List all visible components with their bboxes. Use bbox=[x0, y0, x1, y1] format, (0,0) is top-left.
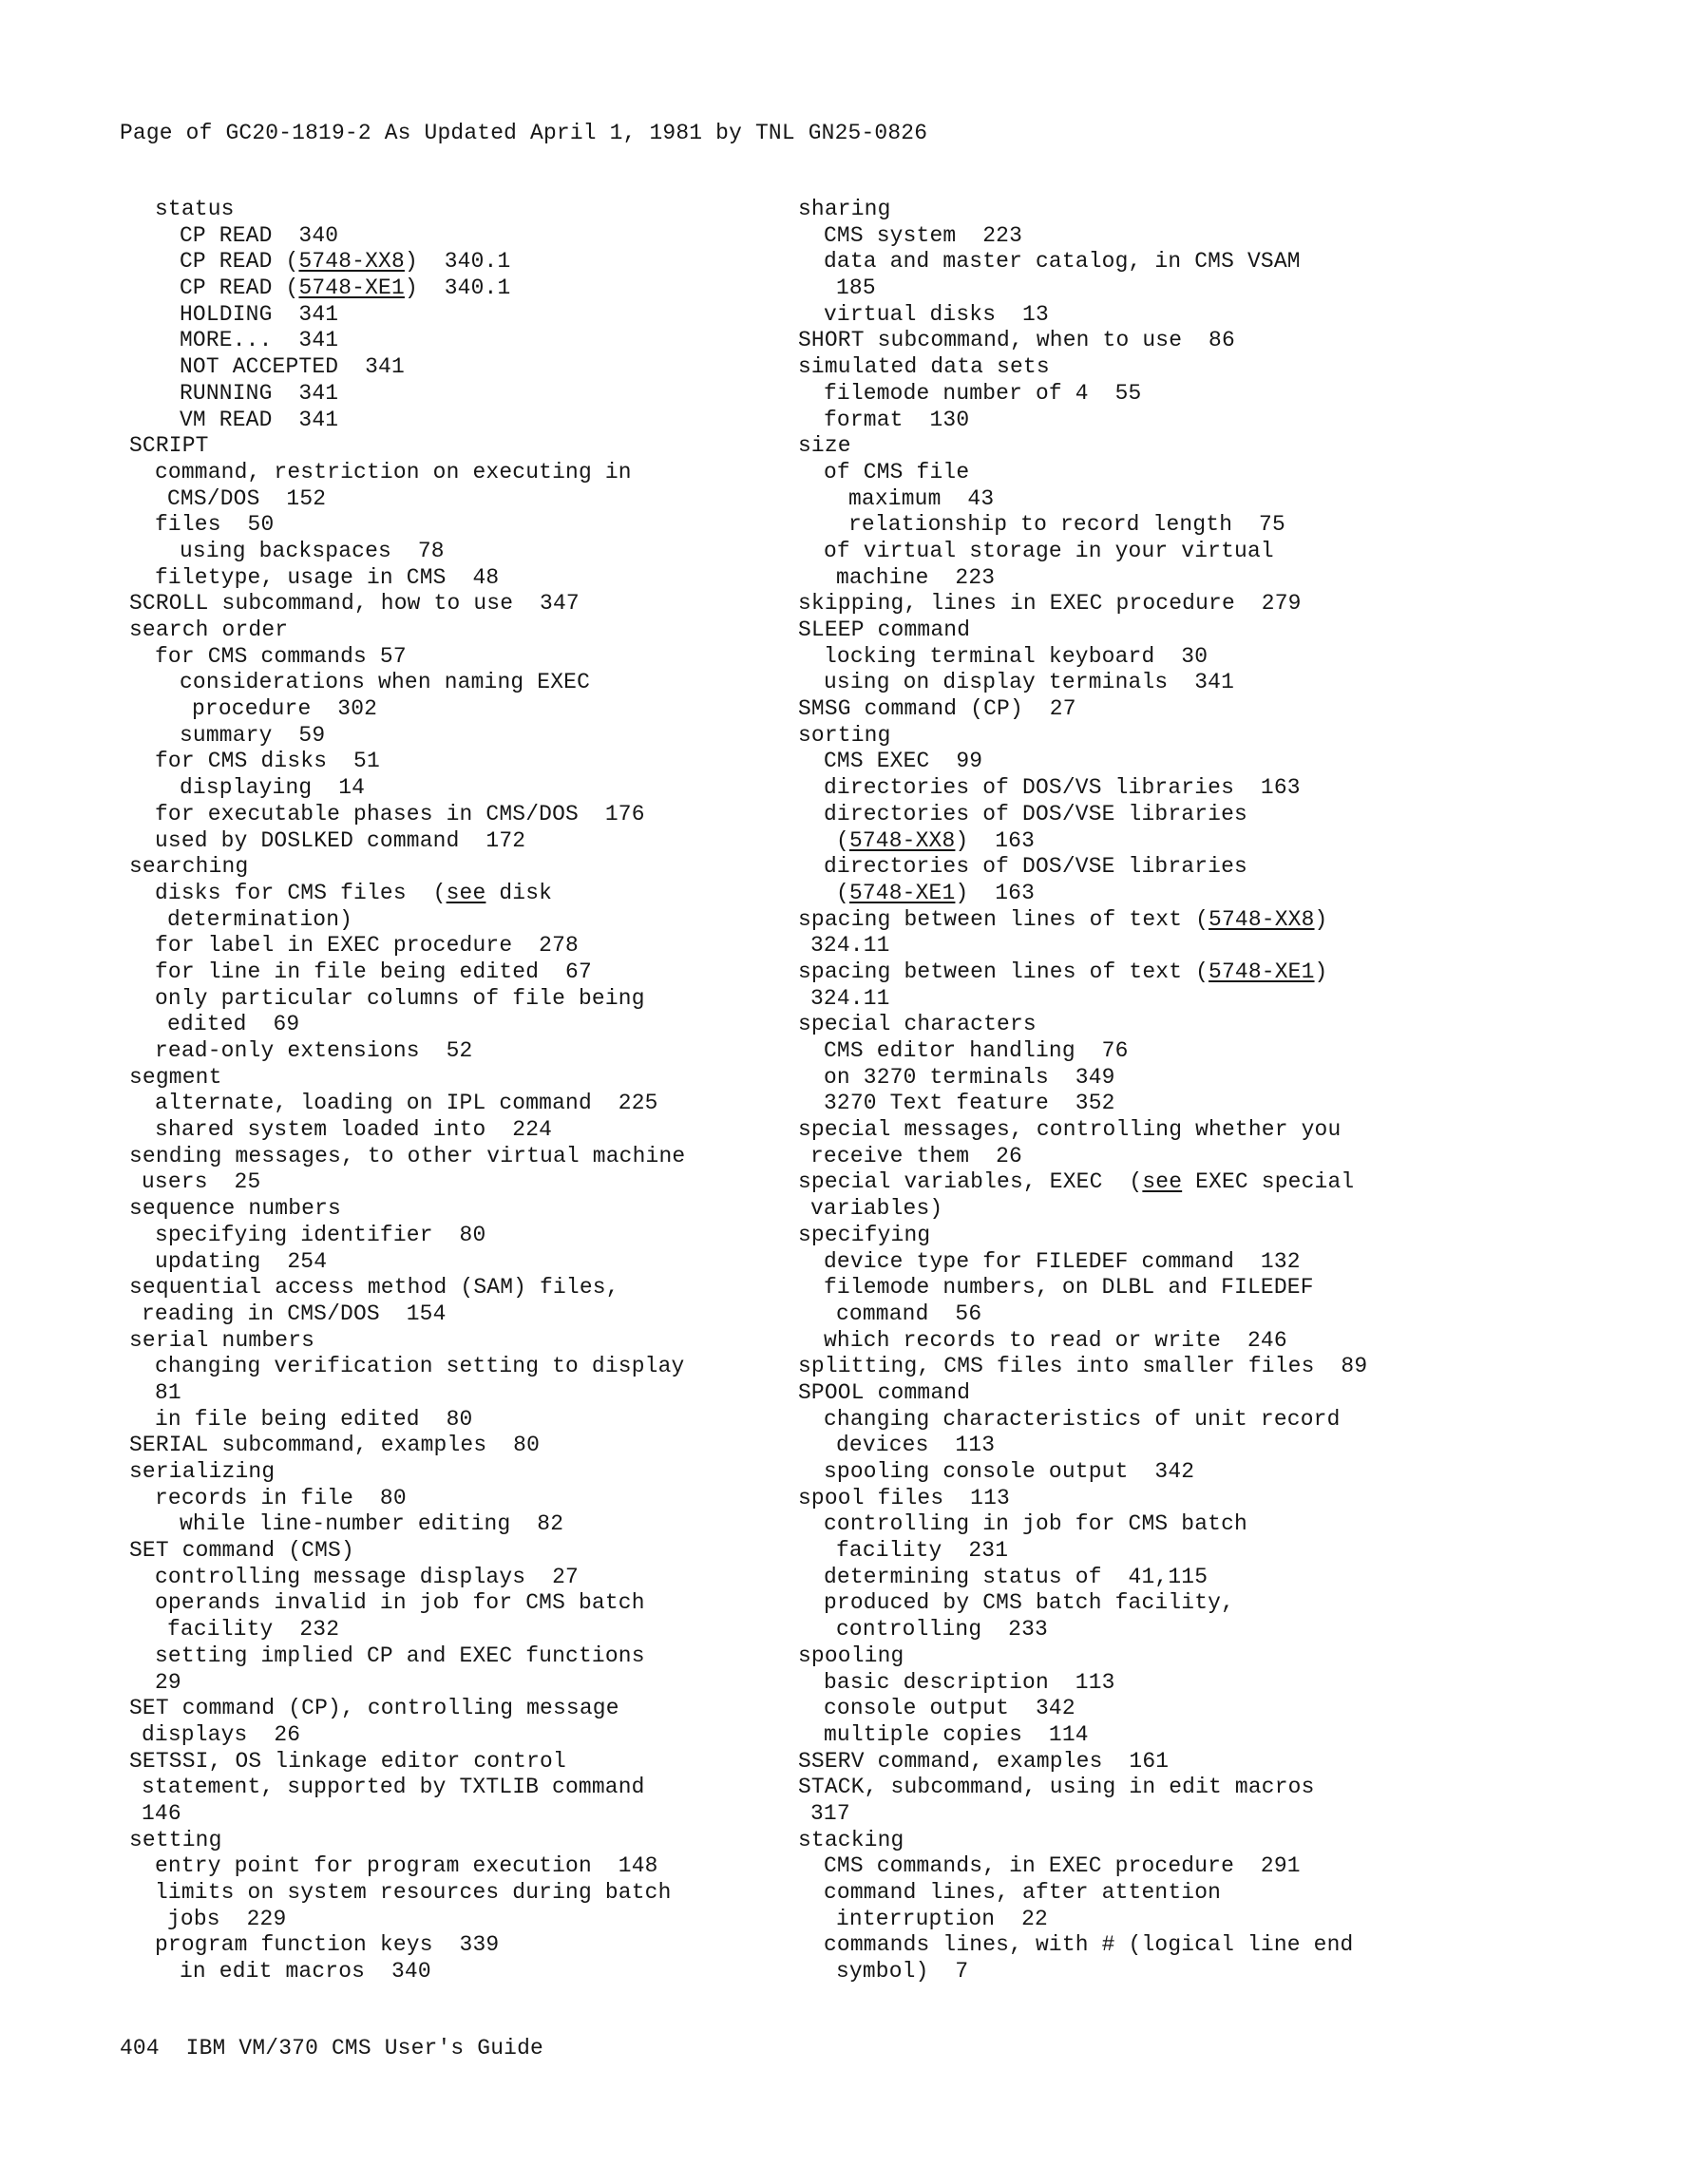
index-entry: SCRIPT bbox=[129, 433, 209, 459]
index-entry: filemode number of 4 55 bbox=[824, 380, 1142, 406]
index-entry: sending messages, to other virtual machine bbox=[129, 1143, 686, 1168]
index-entry: 324.11 bbox=[810, 933, 890, 959]
index-entry: produced by CMS batch facility, bbox=[824, 1590, 1235, 1616]
index-entry: stacking bbox=[798, 1827, 904, 1852]
index-entry: specifying identifier 80 bbox=[155, 1222, 486, 1247]
index-entry: CMS commands, in EXEC procedure 291 bbox=[824, 1853, 1301, 1879]
index-entry: controlling in job for CMS batch bbox=[824, 1511, 1247, 1537]
index-entry: using backspaces 78 bbox=[180, 538, 445, 563]
index-entry: symbol) 7 bbox=[836, 1959, 969, 1985]
index-entry: format 130 bbox=[824, 407, 970, 432]
index-entry: procedure 302 bbox=[192, 696, 378, 722]
index-entry: commands lines, with # (logical line end bbox=[824, 1932, 1354, 1958]
index-entry: used by DOSLKED command 172 bbox=[155, 827, 526, 853]
index-entry: relationship to record length 75 bbox=[848, 512, 1285, 538]
index-entry: special messages, controlling whether you bbox=[798, 1117, 1342, 1143]
index-entry: sequence numbers bbox=[129, 1196, 341, 1222]
index-entry: splitting, CMS files into smaller files 89 bbox=[798, 1354, 1368, 1379]
index-entry: CP READ (5748-XX8) 340.1 bbox=[180, 249, 511, 275]
index-entry: command 56 bbox=[836, 1301, 982, 1326]
index-entry: (5748-XE1) 163 bbox=[836, 880, 1036, 905]
index-entry: limits on system resources during batch bbox=[155, 1880, 672, 1905]
index-entry: changing characteristics of unit record bbox=[824, 1406, 1341, 1432]
index-entry: SPOOL command bbox=[798, 1379, 971, 1405]
index-entry: sorting bbox=[798, 722, 891, 748]
index-entry: which records to read or write 246 bbox=[824, 1327, 1287, 1353]
index-column-right bbox=[798, 197, 1501, 1985]
index-entry: 29 bbox=[155, 1669, 181, 1695]
index-entry: serializing bbox=[129, 1459, 276, 1484]
index-entry: directories of DOS/VSE libraries bbox=[824, 801, 1247, 826]
index-entry: receive them 26 bbox=[810, 1143, 1022, 1168]
index-entry: 3270 Text feature 352 bbox=[824, 1091, 1115, 1116]
underlined-term: see bbox=[1142, 1169, 1183, 1195]
index-entry: segment bbox=[129, 1064, 222, 1090]
index-entry: changing verification setting to display bbox=[155, 1354, 685, 1379]
index-entry: directories of DOS/VSE libraries bbox=[824, 854, 1247, 880]
index-entry: program function keys 339 bbox=[155, 1932, 500, 1958]
index-column-left bbox=[129, 197, 794, 1985]
index-entry: setting implied CP and EXEC functions bbox=[155, 1643, 645, 1668]
index-entry: console output 342 bbox=[824, 1696, 1075, 1721]
underlined-term: 5748-XE1 bbox=[1209, 959, 1315, 984]
index-entry: HOLDING 341 bbox=[180, 301, 339, 327]
index-entry: while line-number editing 82 bbox=[180, 1511, 564, 1537]
index-entry: CMS/DOS 152 bbox=[167, 485, 327, 511]
index-entry: records in file 80 bbox=[155, 1485, 407, 1510]
index-entry: machine 223 bbox=[836, 564, 996, 590]
index-entry: filemode numbers, on DLBL and FILEDEF bbox=[824, 1275, 1314, 1301]
index-entry: spool files 113 bbox=[798, 1485, 1010, 1510]
index-entry: 185 bbox=[836, 275, 876, 301]
index-entry: in edit macros 340 bbox=[180, 1959, 431, 1985]
index-entry: users 25 bbox=[142, 1169, 261, 1195]
index-entry: of virtual storage in your virtual bbox=[824, 538, 1274, 563]
index-entry: SLEEP command bbox=[798, 617, 971, 642]
index-entry: controlling message displays 27 bbox=[155, 1564, 579, 1589]
index-entry: devices 113 bbox=[836, 1433, 996, 1458]
index-entry: in file being edited 80 bbox=[155, 1406, 473, 1432]
index-entry: specifying bbox=[798, 1222, 931, 1247]
index-entry: CP READ 340 bbox=[180, 222, 339, 248]
index-entry: CMS editor handling 76 bbox=[824, 1038, 1129, 1063]
index-entry: status bbox=[155, 197, 235, 221]
index-entry: statement, supported by TXTLIB command bbox=[142, 1775, 645, 1800]
underlined-term: see bbox=[446, 880, 486, 905]
index-entry: displays 26 bbox=[142, 1721, 301, 1747]
index-entry: variables) bbox=[810, 1196, 943, 1222]
index-entry: virtual disks 13 bbox=[824, 301, 1049, 327]
underlined-term: 5748-XX8 bbox=[848, 827, 956, 853]
index-entry: sharing bbox=[798, 197, 891, 221]
underlined-term: 5748-XX8 bbox=[298, 249, 405, 275]
index-entry: serial numbers bbox=[129, 1327, 315, 1353]
index-entry: reading in CMS/DOS 154 bbox=[142, 1301, 447, 1326]
underlined-term: 5748-XX8 bbox=[1209, 906, 1315, 932]
index-entry: of CMS file bbox=[824, 459, 970, 484]
index-entry: SCROLL subcommand, how to use 347 bbox=[129, 591, 580, 617]
index-entry: directories of DOS/VS libraries 163 bbox=[824, 775, 1301, 801]
index-entry: searching bbox=[129, 854, 249, 880]
index-entry: controlling 233 bbox=[836, 1617, 1048, 1643]
index-entry: search order bbox=[129, 617, 289, 642]
index-entry: disks for CMS files (see disk bbox=[155, 880, 553, 905]
index-entry: sequential access method (SAM) files, bbox=[129, 1275, 619, 1301]
index-entry: on 3270 terminals 349 bbox=[824, 1064, 1115, 1090]
index-entry: 81 bbox=[155, 1379, 181, 1405]
index-entry: filetype, usage in CMS 48 bbox=[155, 564, 500, 590]
index-entry: interruption 22 bbox=[836, 1906, 1048, 1931]
index-entry: (5748-XX8) 163 bbox=[836, 827, 1036, 853]
index-entry: VM READ 341 bbox=[180, 407, 339, 432]
index-entry: for executable phases in CMS/DOS 176 bbox=[155, 801, 645, 826]
index-entry: for line in file being edited 67 bbox=[155, 959, 592, 984]
index-entry: shared system loaded into 224 bbox=[155, 1117, 553, 1143]
page-footer: 404 IBM VM/370 CMS User's Guide bbox=[120, 2036, 543, 2061]
index-entry: basic description 113 bbox=[824, 1669, 1115, 1695]
index-entry: command, restriction on executing in bbox=[155, 459, 632, 484]
index-entry: operands invalid in job for CMS batch bbox=[155, 1590, 645, 1616]
index-entry: considerations when naming EXEC bbox=[180, 670, 591, 695]
index-entry: files 50 bbox=[155, 512, 275, 538]
page-header: Page of GC20-1819-2 As Updated April 1, 1981 by TNL GN25-0826 bbox=[120, 121, 928, 145]
index-entry: determining status of 41,115 bbox=[824, 1564, 1209, 1589]
index-entry: updating 254 bbox=[155, 1248, 328, 1274]
underlined-term: 5748-XE1 bbox=[298, 275, 405, 301]
index-entry: device type for FILEDEF command 132 bbox=[824, 1248, 1301, 1274]
index-entry: facility 231 bbox=[836, 1538, 1009, 1564]
index-entry: facility 232 bbox=[167, 1617, 340, 1643]
index-entry: SET command (CP), controlling message bbox=[129, 1696, 619, 1721]
index-entry: locking terminal keyboard 30 bbox=[824, 643, 1209, 669]
index-entry: spooling console output 342 bbox=[824, 1459, 1195, 1484]
index-entry: summary 59 bbox=[180, 722, 326, 748]
index-entry: simulated data sets bbox=[798, 354, 1050, 380]
index-entry: for CMS disks 51 bbox=[155, 749, 380, 774]
index-entry: skipping, lines in EXEC procedure 279 bbox=[798, 591, 1302, 617]
index-entry: command lines, after attention bbox=[824, 1880, 1222, 1905]
index-entry: only particular columns of file being bbox=[155, 985, 645, 1011]
index-entry: spacing between lines of text (5748-XX8) bbox=[798, 906, 1328, 932]
underlined-term: 5748-XE1 bbox=[848, 880, 956, 905]
index-entry: MORE... 341 bbox=[180, 328, 339, 353]
index-entry: edited 69 bbox=[167, 1012, 300, 1037]
index-entry: determination) bbox=[167, 906, 353, 932]
index-entry: SERIAL subcommand, examples 80 bbox=[129, 1433, 541, 1458]
index-entry: 317 bbox=[810, 1800, 850, 1826]
index-entry: CP READ (5748-XE1) 340.1 bbox=[180, 275, 511, 301]
index-entry: spooling bbox=[798, 1643, 904, 1668]
index-entry: SETSSI, OS linkage editor control bbox=[129, 1748, 566, 1774]
index-entry: CMS EXEC 99 bbox=[824, 749, 983, 774]
index-entry: special characters bbox=[798, 1012, 1037, 1037]
index-entry: using on display terminals 341 bbox=[824, 670, 1235, 695]
index-entry: SMSG command (CP) 27 bbox=[798, 696, 1076, 722]
index-entry: maximum 43 bbox=[848, 485, 995, 511]
index-entry: read-only extensions 52 bbox=[155, 1038, 473, 1063]
index-entry: NOT ACCEPTED 341 bbox=[180, 354, 405, 380]
index-entry: SHORT subcommand, when to use 86 bbox=[798, 328, 1235, 353]
index-entry: CMS system 223 bbox=[824, 222, 1023, 248]
index-entry: SET command (CMS) bbox=[129, 1538, 354, 1564]
index-entry: data and master catalog, in CMS VSAM bbox=[824, 249, 1301, 275]
index-entry: size bbox=[798, 433, 851, 459]
index-entry: multiple copies 114 bbox=[824, 1721, 1089, 1747]
index-entry: 146 bbox=[142, 1800, 181, 1826]
index-entry: displaying 14 bbox=[180, 775, 366, 801]
index-entry: setting bbox=[129, 1827, 222, 1852]
index-entry: SSERV command, examples 161 bbox=[798, 1748, 1170, 1774]
index-entry: jobs 229 bbox=[167, 1906, 287, 1931]
index-entry: spacing between lines of text (5748-XE1) bbox=[798, 959, 1328, 984]
index-entry: STACK, subcommand, using in edit macros bbox=[798, 1775, 1315, 1800]
index-entry: entry point for program execution 148 bbox=[155, 1853, 658, 1879]
index-entry: 324.11 bbox=[810, 985, 890, 1011]
index-entry: for label in EXEC procedure 278 bbox=[155, 933, 579, 959]
index-entry: RUNNING 341 bbox=[180, 380, 339, 406]
index-entry: special variables, EXEC (see EXEC special bbox=[798, 1169, 1355, 1195]
index-entry: alternate, loading on IPL command 225 bbox=[155, 1091, 658, 1116]
index-entry: for CMS commands 57 bbox=[155, 643, 407, 669]
